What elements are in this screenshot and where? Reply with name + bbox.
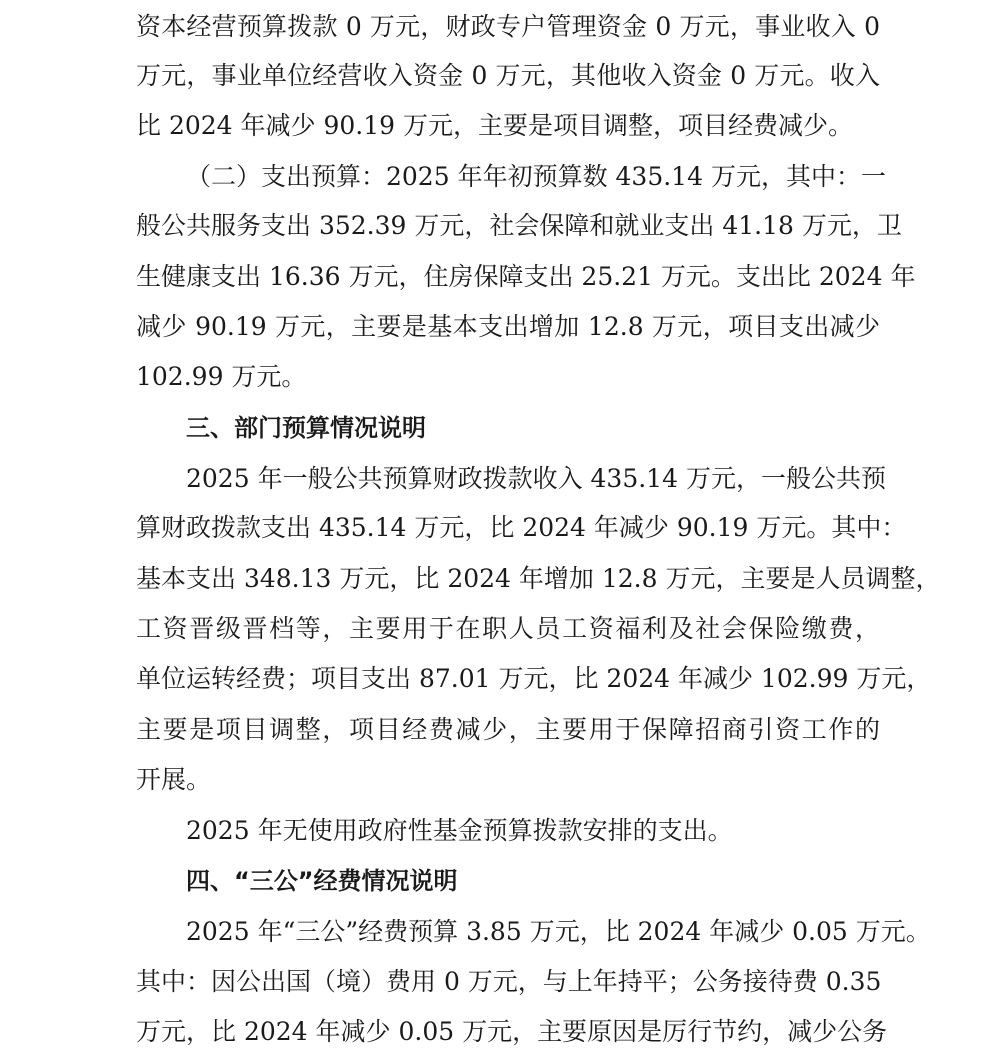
income-line-3: 比 2024 年减少 90.19 万元，主要是项目调整，项目经费减少。 — [136, 111, 853, 140]
three-public-line-2: 其中：因公出国（境）费用 0 万元，与上年持平；公务接待费 0.35 — [136, 967, 882, 996]
dept-budget-line-5: 单位运转经费；项目支出 87.01 万元，比 2024 年减少 102.99 万元， — [136, 664, 932, 693]
gov-fund-line: 2025 年无使用政府性基金预算拨款安排的支出。 — [186, 816, 733, 845]
income-line-1: 资本经营预算拨款 0 万元，财政专户管理资金 0 万元，事业收入 0 — [136, 12, 880, 41]
expenditure-line-1: （二）支出预算：2025 年年初预算数 435.14 万元，其中：一 — [186, 162, 886, 191]
three-public-line-1: 2025 年“三公”经费预算 3.85 万元，比 2024 年减少 0.05 万元。 — [186, 917, 931, 946]
expenditure-line-4: 减少 90.19 万元，主要是基本支出增加 12.8 万元，项目支出减少 — [136, 312, 880, 341]
expenditure-line-2: 般公共服务支出 352.39 万元，社会保障和就业支出 41.18 万元，卫 — [136, 211, 902, 240]
dept-budget-line-2: 算财政拨款支出 435.14 万元，比 2024 年减少 90.19 万元。其中： — [136, 513, 907, 542]
dept-budget-line-1: 2025 年一般公共预算财政拨款收入 435.14 万元，一般公共预 — [186, 464, 886, 493]
section-heading-4: 四、“三公”经费情况说明 — [186, 867, 458, 895]
expenditure-line-3: 生健康支出 16.36 万元，住房保障支出 25.21 万元。支出比 2024 年 — [136, 262, 916, 291]
dept-budget-line-4: 工资晋级晋档等，主要用于在职人员工资福利及社会保险缴费， — [136, 614, 880, 643]
expenditure-line-5: 102.99 万元。 — [136, 362, 307, 391]
dept-budget-line-6: 主要是项目调整，项目经费减少，主要用于保障招商引资工作的 — [136, 715, 880, 744]
three-public-line-3: 万元，比 2024 年减少 0.05 万元，主要原因是厉行节约，减少公务 — [136, 1017, 888, 1046]
dept-budget-line-3: 基本支出 348.13 万元，比 2024 年增加 12.8 万元，主要是人员调整， — [136, 564, 941, 593]
dept-budget-line-7: 开展。 — [136, 765, 212, 794]
income-line-2: 万元，事业单位经营收入资金 0 万元，其他收入资金 0 万元。收入 — [136, 61, 880, 90]
section-heading-3: 三、部门预算情况说明 — [186, 414, 426, 442]
